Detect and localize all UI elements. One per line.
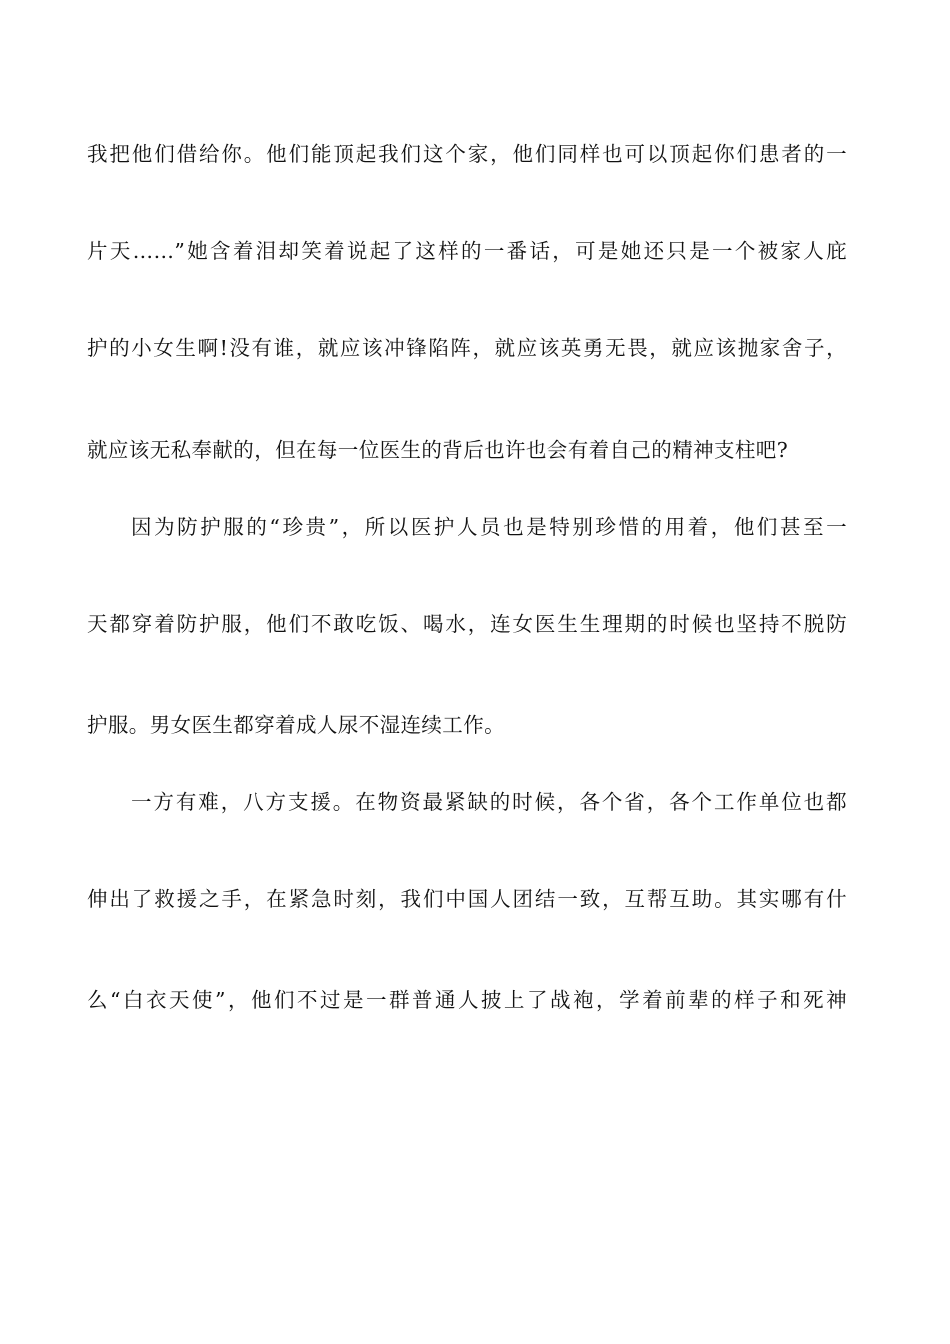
text-line: 片天……”她含着泪却笑着说起了这样的一番话，可是她还只是一个被家人庇	[87, 239, 847, 263]
text-line: 护服。男女医生都穿着成人尿不湿连续工作。	[87, 713, 505, 737]
text-line: 护的小女生啊!没有谁，就应该冲锋陷阵，就应该英勇无畏，就应该抛家舍子，	[87, 336, 847, 360]
text-line: 一方有难，八方支援。在物资最紧缺的时候，各个省，各个工作单位也都	[131, 790, 847, 814]
text-line: 天都穿着防护服，他们不敢吃饭、喝水，连女医生生理期的时候也坚持不脱防	[87, 612, 847, 636]
text-line: 伸出了救援之手，在紧急时刻，我们中国人团结一致，互帮互助。其实哪有什	[87, 887, 847, 911]
text-line: 因为防护服的“珍贵”，所以医护人员也是特别珍惜的用着，他们甚至一	[131, 515, 847, 539]
text-line: 就应该无私奉献的，但在每一位医生的背后也许也会有着自己的精神支柱吧?	[87, 438, 789, 462]
text-line: 我把他们借给你。他们能顶起我们这个家，他们同样也可以顶起你们患者的一	[87, 142, 847, 166]
text-line: 么“白衣天使”，他们不过是一群普通人披上了战袍，学着前辈的样子和死神	[87, 988, 847, 1012]
